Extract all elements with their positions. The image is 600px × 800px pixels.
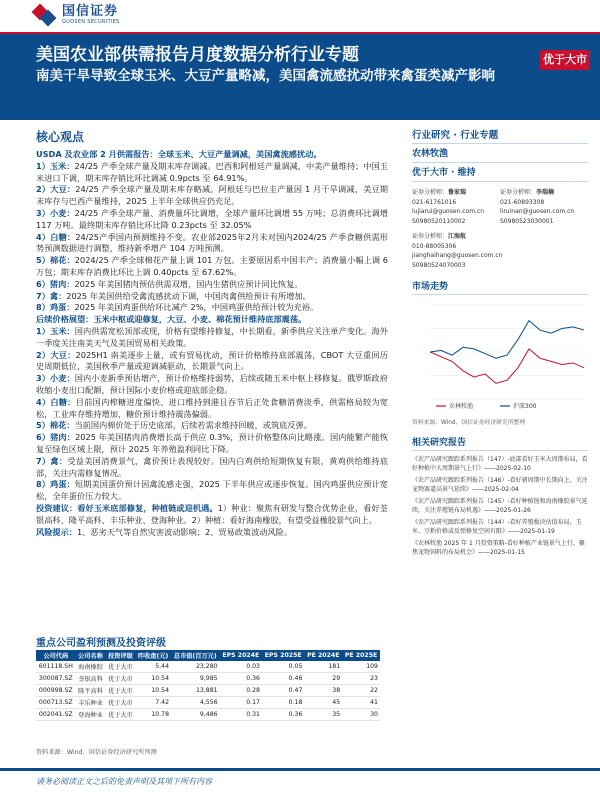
paragraph-lead: 3）小麦：	[36, 207, 75, 218]
analyst-label: 证券分析师：	[412, 233, 449, 240]
core-view-paragraph	[36, 255, 388, 279]
related-report-item[interactable]: 《农产品研究跟踪系列报告（147）-底部看好玉米大周期布局，看好种植中大周期景气上行》——2025-02-10	[412, 456, 588, 472]
table-cell: 优于大市	[105, 661, 135, 673]
paragraph-text: 受益美国消费景气，禽价预计表现较好。国内白鸡供给短期恢复有限，黄鸡供给维持底部，关注内需修复情况。	[36, 455, 388, 478]
table-header-cell: 公司代码	[36, 650, 76, 661]
table-cell: 0.18	[262, 697, 304, 709]
table-cell: 登海种业	[76, 709, 106, 721]
paragraph-text: 目前国内榨糖进度偏快、进口维持到港且吞节后正处食糖消费淡季，供需格局较为宽松，工业库存维持增加，糖价预计维持震荡偏弱。	[36, 396, 388, 419]
table-cell: 000998.SZ	[36, 685, 76, 697]
paragraph-lead: 4）白糖：	[36, 396, 76, 407]
related-reports	[412, 455, 588, 557]
table-cell: 荃银高科	[76, 673, 106, 685]
table-header-cell: PE 2025E	[342, 650, 380, 661]
paragraph-text: 2025H1 南美逐步上量，或有贸易扰动，预计价格维持底部震荡，CBOT 大豆重回历史周期低位，美国秋季产量或迎调减驱动，长期景气向上。	[36, 349, 388, 372]
paragraph-text: 当前国内棉价处于历史底部，后续若需求维持回暖，或筑底反弹。	[74, 420, 312, 431]
table-cell: 0.36	[220, 673, 262, 685]
table-cell: 41	[342, 697, 380, 709]
footer-divider	[0, 768, 600, 771]
table-cell: 109	[342, 661, 380, 673]
core-view-paragraph	[36, 326, 388, 350]
paragraph-lead: 5）棉花：	[36, 420, 75, 431]
analyst-name: 江海航	[448, 233, 467, 240]
analyst-cert: S0980524070003	[412, 261, 466, 269]
table-source-note: 资料来源：Wind、国信证券经济研究所预测	[36, 749, 157, 756]
table-row	[36, 697, 380, 709]
core-view-paragraph	[36, 420, 388, 432]
paragraph-lead: 7）禽：	[36, 290, 67, 301]
table-cell: 000713.SZ	[36, 697, 76, 709]
logo-mark-icon	[34, 4, 56, 26]
analyst-phone: 010-88005306	[412, 242, 457, 250]
table-cell: 300087.SZ	[36, 673, 76, 685]
page-title: 美国农业部供需报告月度数据分析行业专题	[36, 45, 359, 65]
paragraph-lead: 后续价格展望：玉米中枢或迎修复，大豆、小麦、棉花预计维持底部震荡。	[36, 314, 307, 325]
analyst-label: 证券分析师：	[412, 189, 449, 196]
paragraph-lead: 1）玉米：	[36, 160, 75, 171]
table-cell: 0.31	[220, 709, 262, 721]
table-cell: 0.47	[262, 685, 304, 697]
table-cell: 9,486	[171, 709, 220, 721]
paragraph-text: 2025 年美国鸡蛋供给环比减产 2%，中国鸡蛋供给预计较为充裕。	[74, 302, 319, 313]
core-view-paragraph	[36, 184, 388, 208]
paragraph-text: 24/25产季国内预测维持不变。农业部2025年2月未对国内2024/25 产季食糖供需形势预测数据进行调整，维持新季增产 104 万吨预测。	[36, 231, 388, 254]
paragraph-text: 1）种业：聚焦有研发与整合优势企业，看好荃银高科、隆平高科、丰乐种业、登海种业。2）种植：看好海南橡胶，有望受益橡胶景气向上。	[36, 502, 388, 525]
sector-name: 农林牧渔	[412, 147, 588, 163]
table-cell: 0.05	[262, 661, 304, 673]
section-title: 核心观点	[36, 130, 85, 144]
brand-logo	[34, 4, 120, 26]
table-cell: 优于大市	[105, 697, 135, 709]
paragraph-text: 国内供需宽松顶部或现，价格有望维持修复，中长期看，新季供应关注单产变化。海外一季度关注南美天气及美国贸易相关政策。	[36, 325, 388, 348]
analyst-email[interactable]: liruinan@guosen.com.cn	[500, 208, 575, 215]
page-subtitle: 南美干旱导致全球玉米、大豆产量略减，美国禽流感扰动带来禽蛋类减产影响	[36, 68, 495, 84]
paragraph-lead: 8）鸡蛋：	[36, 302, 75, 313]
paragraph-text: 短期美国蛋价预计因禽流感走强，2025 下半年供应或逐步恢复。国内鸡蛋供应预计宽松，全年蛋价压力较大。	[36, 479, 388, 502]
table-header-cell: 公司名称	[76, 650, 106, 661]
paragraph-lead: 风险提示：	[36, 526, 77, 537]
paragraph-lead: 5）棉花：	[36, 255, 75, 266]
analyst-email[interactable]: jianghaihang@guosen.com.cn	[412, 252, 503, 259]
earnings-table	[36, 650, 380, 721]
chart-legend-label: 农林牧渔	[449, 403, 474, 410]
analyst-name: 李瑞楠	[536, 189, 555, 196]
table-header-cell: 总市值(百万元)	[171, 650, 220, 661]
table-cell: 13,881	[171, 685, 220, 697]
paragraph-text: 2025 年美国猪肉消费增长高于供应 0.3%，预计价格整体向比略涨。国内能繁产能恢复至绿色区域上限，预计 2025 年养殖盈利同比下降。	[36, 432, 389, 454]
table-cell: 0.46	[262, 673, 304, 685]
core-view-paragraph	[36, 432, 388, 456]
paragraph-lead: 7）禽：	[36, 455, 68, 466]
core-view-paragraph	[36, 479, 388, 503]
paragraph-text: 2025 年美国供给受禽流感扰动下调，中国肉禽供给预计有所增加。	[66, 290, 311, 301]
table-cell: 601118.SH	[36, 661, 76, 673]
table-cell: 0.28	[220, 685, 262, 697]
table-cell: 优于大市	[105, 685, 135, 697]
analyst-card	[412, 188, 500, 226]
core-view-paragraph	[36, 350, 388, 374]
paragraph-lead: 6）猪肉：	[36, 278, 75, 289]
table-cell: 10.78	[135, 709, 171, 721]
core-view-paragraph	[36, 279, 388, 291]
disclaimer: 请务必阅读正文之后的免责声明及其项下所有内容	[36, 777, 212, 786]
paragraph-text: 1、恶劣天气等自然灾害波动影响；2、贸易政策波动风险。	[76, 526, 293, 537]
table-cell: 22	[342, 685, 380, 697]
table-cell: 隆平高科	[76, 685, 106, 697]
core-view-paragraph	[36, 161, 388, 185]
paragraph-lead: 6）猪肉：	[36, 432, 76, 443]
table-cell: 38	[304, 685, 342, 697]
brand-name: 国信证券	[62, 4, 119, 19]
core-view-paragraph	[36, 208, 388, 232]
analyst-card	[500, 188, 588, 226]
table-cell: 优于大市	[105, 709, 135, 721]
related-report-item[interactable]: 《农产品研究跟踪系列报告（144）-看好养殖板块估值布局，玉米、豆粕价格或反弹修复空间有限》——2025-01-19	[412, 519, 582, 535]
paragraph-lead: 2）大豆：	[36, 349, 76, 360]
market-trend-chart	[412, 299, 588, 411]
table-cell: 10.54	[135, 685, 171, 697]
analyst-name: 鲁家瑞	[448, 189, 467, 196]
analyst-cert: S0980520110002	[412, 217, 466, 225]
table-cell: 丰乐种业	[76, 697, 106, 709]
analyst-list	[412, 188, 588, 276]
table-cell: 0.17	[220, 697, 262, 709]
core-view-paragraph	[36, 373, 388, 397]
analyst-card	[412, 232, 503, 270]
paragraph-text: 24/25 产季全球产量及期末库存略减。阿根廷与巴拉圭产量因 1 月干旱调减，美豆期末库存与巴西产量维持，2025 上半年全球供应仍充足。	[36, 184, 388, 207]
core-view-paragraph	[36, 291, 388, 303]
related-report-item[interactable]: 《农林牧渔 2025 年 1 月投资策略-看好种植产业链景气上行，聚焦宠物饲料的布局机会》——2025-01-15	[412, 540, 585, 556]
table-header-cell: EPS 2024E	[220, 650, 262, 661]
paragraph-text: 24/25 产季全球产量、消费量环比调增，全球产量环比调增 55 万吨；总消费环比调增 117 万吨。最终期末库存销比环比降 0.23pcts 至 32.05%	[36, 207, 388, 230]
table-title: 重点公司盈利预测及投资评级	[36, 638, 166, 649]
paragraph-lead: 8）鸡蛋：	[36, 479, 75, 490]
paragraph-lead: 3）小麦：	[36, 373, 75, 384]
core-view-paragraph	[36, 314, 388, 326]
table-header-cell: 昨收盘(元)	[135, 650, 171, 661]
table-cell: 优于大市	[105, 673, 135, 685]
table-cell: 4,556	[171, 697, 220, 709]
table-cell: 35	[304, 709, 342, 721]
chart-series-line	[430, 321, 584, 359]
paragraph-lead: 4）白糖：	[36, 231, 76, 242]
paragraph-text: 国内小麦新季预估增产，预计价格维持弱势，后续或随玉米中枢上移修复。俄罗斯政府收缩小麦出口配额，预计国际小麦价格或迎底部企稳。	[36, 373, 388, 395]
top-bar	[0, 0, 600, 32]
related-title: 相关研究报告	[412, 436, 588, 451]
paragraph-text: 24/25 产季全球产量及期末库存调减。巴西和阿根廷产量调减，中美产量维持；中国玉米进口下调，期末库存销比环比调减 0.9pcts 至 64.91%。	[36, 160, 388, 183]
table-cell: 0.03	[220, 661, 262, 673]
paragraph-text: 2025 年美国猪肉预估供需双增，国内生猪供应预计同比恢复。	[74, 278, 303, 289]
table-row	[36, 673, 380, 685]
chart-legend-label: 沪深300	[513, 403, 537, 410]
sidebar	[412, 128, 588, 560]
core-view-paragraph	[36, 149, 388, 161]
table-header-cell: EPS 2025E	[262, 650, 304, 661]
analyst-label: 证券分析师：	[500, 189, 537, 196]
table-cell: 181	[304, 661, 342, 673]
table-cell: 0.36	[262, 709, 304, 721]
table-cell: 23,280	[171, 661, 220, 673]
core-view-paragraph	[36, 302, 388, 314]
core-view-paragraph	[36, 232, 388, 256]
table-cell: 29	[304, 673, 342, 685]
related-report-item[interactable]: 《农产品研究跟踪系列报告（146）-看好猪周期中长期向上，关注宠物赛道高景气延续》——2025-02-04	[412, 477, 588, 493]
brand-name-en: GUOSEN SECURITIES	[62, 19, 120, 25]
table-cell: 45	[304, 697, 342, 709]
core-view-paragraph	[36, 456, 388, 480]
table-header-cell: 投资评级	[105, 650, 135, 661]
paragraph-lead: 2）大豆：	[36, 184, 76, 195]
analyst-phone: 021-61761016	[412, 198, 457, 206]
table-cell: 002041.SZ	[36, 709, 76, 721]
table-row	[36, 661, 380, 673]
sector-rating: 优于大市 · 维持	[412, 166, 588, 182]
paragraph-text: 2024/25 产季全球棉花产量上调 101 万包。主要原因系中国丰产；消费量小幅上调 6 万包；期末库存消费比环比上调 0.40pcts 至 67.62%。	[36, 255, 388, 277]
table-cell: 10.54	[135, 673, 171, 685]
core-view-paragraph	[36, 397, 388, 421]
analyst-email[interactable]: lujiarui@guosen.com.cn	[412, 208, 485, 215]
analyst-phone: 021-60893308	[500, 198, 545, 206]
table-cell: 海南橡胶	[76, 661, 106, 673]
table-cell: 30	[342, 709, 380, 721]
table-cell: 9,985	[171, 673, 220, 685]
core-view-paragraph	[36, 527, 388, 539]
table-row	[36, 685, 380, 697]
related-report-item[interactable]: 《农产品研究跟踪系列报告（145）-看好种植链和海南橡胶景气延续，关注养殖链布局机遇》——2025-01-26	[412, 498, 588, 514]
core-views	[36, 128, 388, 538]
table-row	[36, 709, 380, 721]
rating-badge: 优于大市	[540, 50, 590, 70]
core-views-body	[36, 149, 388, 538]
table-header-cell: PE 2024E	[304, 650, 342, 661]
paragraph-lead: 投资建议：看好玉米底部修复，种植链或迎机遇。	[36, 502, 218, 513]
table-cell: 7.42	[135, 697, 171, 709]
analyst-cert: S0980523030001	[500, 217, 554, 225]
core-view-paragraph	[36, 503, 388, 527]
chart-source-note: 资料来源：Wind、国信证券经济研究所整理	[412, 420, 526, 426]
table-cell: 23	[342, 673, 380, 685]
trend-title: 市场走势	[412, 280, 588, 295]
table-cell: 5.44	[135, 661, 171, 673]
paragraph-lead: 1）玉米：	[36, 325, 75, 336]
paragraph-lead: USDA 及农业部 2 月供需报告：全球玉米、大豆产量调减，美国禽流感扰动。	[36, 149, 322, 159]
report-category: 行业研究 · 行业专题	[412, 128, 588, 144]
